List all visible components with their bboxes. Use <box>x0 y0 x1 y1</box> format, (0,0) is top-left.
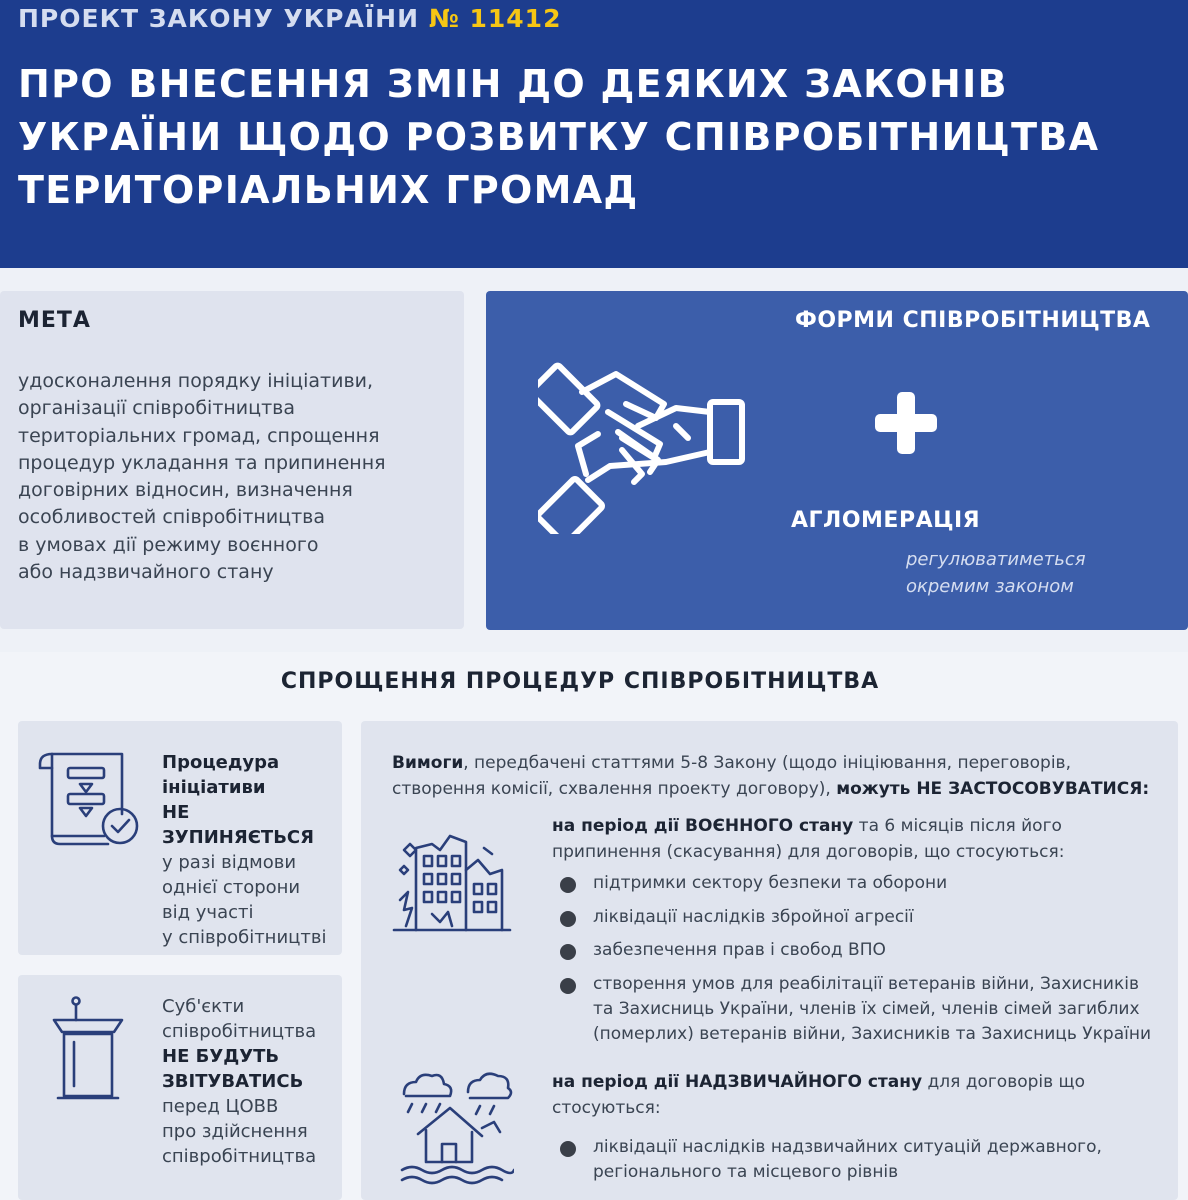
bullet-icon <box>560 944 576 960</box>
bill-number: № 11412 <box>428 4 562 33</box>
bill-title: ПРО ВНЕСЕННЯ ЗМІН ДО ДЕЯКИХ ЗАКОНІВ УКРАЇНИ ЩОДО РОЗВИТКУ СПІВРОБІТНИЦТВА ТЕРИТОРІАЛЬНИХ ГРОМАД <box>18 62 1100 212</box>
ruined-building-icon <box>392 830 512 934</box>
goal-line: особливостей співробітництва <box>18 506 326 529</box>
initiative-line: однієї сторони <box>162 877 301 898</box>
war-period-text <box>552 813 1162 865</box>
requirements-lead: Вимоги <box>392 753 464 773</box>
agglomeration-note-line: регулюватиметься <box>906 549 1086 570</box>
plus-icon <box>873 390 939 456</box>
initiative-line: НЕ ЗУПИНЯЄТЬСЯ <box>162 802 314 848</box>
war-item-text: створення умов для реабілітації ветеранів війни, Захисників та Захисниць України, членів їх сімей, членів сімей загиблих (померлих) ветеранів війни, Захисників та Захисниць України <box>593 973 1152 1044</box>
header-banner <box>0 0 1188 268</box>
list-item <box>560 871 1160 896</box>
emergency-item-text: ліквідації наслідків надзвичайних ситуацій державного, регіонального та місцевого рівнів <box>593 1137 1102 1182</box>
war-items-list <box>560 871 1160 1055</box>
reporting-line: НЕ БУДУТЬ <box>162 1046 280 1067</box>
emergency-period-bold: на період дії НАДЗВИЧАЙНОГО стану <box>552 1072 923 1092</box>
cooperation-forms-heading: ФОРМИ СПІВРОБІТНИЦТВА <box>795 308 1151 333</box>
requirements-tail: можуть НЕ ЗАСТОСОВУВАТИСЯ: <box>836 779 1150 799</box>
goal-line: удосконалення порядку ініціативи, <box>18 370 374 392</box>
reporting-line: співробітництва <box>162 1146 317 1167</box>
goal-line: організації співробітництва <box>18 397 295 420</box>
emergency-period-rest: для договорів що стосуються: <box>552 1072 1085 1118</box>
list-item <box>560 905 1160 930</box>
war-item-text: забезпечення прав і свобод ВПО <box>593 940 886 960</box>
agglomeration-label: АГЛОМЕРАЦІЯ <box>791 508 981 533</box>
podium-icon <box>50 996 126 1106</box>
war-period-rest: та 6 місяців після його припинення (скасування) для договорів, що стосуються: <box>552 816 1065 862</box>
emergency-items-list <box>560 1135 1160 1185</box>
agglomeration-note-line: окремим законом <box>906 576 1074 597</box>
goal-line: процедур укладання та припинення <box>18 451 386 474</box>
requirements-intro <box>392 750 1167 802</box>
bill-kicker-prefix: ПРОЕКТ ЗАКОНУ УКРАЇНИ <box>18 4 419 33</box>
agglomeration-note <box>906 546 1086 600</box>
war-item-text: підтримки сектору безпеки та оборони <box>593 873 948 893</box>
goal-line: в умовах дії режиму воєнного <box>18 533 319 556</box>
initiative-text <box>162 750 340 950</box>
reporting-text <box>162 994 340 1169</box>
initiative-line: у разі відмови <box>162 852 297 873</box>
handshake-icon <box>538 334 748 534</box>
emergency-period-text <box>552 1069 1162 1121</box>
initiative-line: Процедура <box>162 752 280 773</box>
list-item <box>560 1135 1160 1185</box>
goal-line: територіальних громад, спрощення <box>18 424 380 447</box>
document-check-icon <box>36 750 140 850</box>
initiative-line: у співробітництві <box>162 927 327 948</box>
reporting-line: Суб'єкти <box>162 996 245 1017</box>
list-item <box>560 972 1160 1047</box>
war-item-text: ліквідації наслідків збройної агресії <box>593 906 914 927</box>
initiative-line: від участі <box>162 902 254 923</box>
reporting-line: про здійснення <box>162 1121 308 1142</box>
bullet-icon <box>560 911 576 927</box>
requirements-middle: , передбачені статтями 5-8 Закону (щодо ініціювання, переговорів, створення комісії, схвалення проекту договору), <box>392 753 1071 799</box>
goal-text <box>18 368 448 586</box>
bullet-icon <box>560 978 576 994</box>
simplification-heading: СПРОЩЕННЯ ПРОЦЕДУР СПІВРОБІТНИЦТВА <box>280 669 880 694</box>
goal-line: договірних відносин, визначення <box>18 479 353 502</box>
goal-line: або надзвичайного стану <box>18 561 274 584</box>
reporting-line: співробітництва <box>162 1021 317 1042</box>
bill-kicker <box>18 4 561 33</box>
bullet-icon <box>560 1141 576 1157</box>
list-item <box>560 938 1160 963</box>
flood-disaster-icon <box>398 1070 514 1186</box>
reporting-line: перед ЦОВВ <box>162 1096 279 1117</box>
goal-heading: МЕТА <box>18 308 91 333</box>
bullet-icon <box>560 877 576 893</box>
initiative-line: ініціативи <box>162 777 266 798</box>
reporting-line: ЗВІТУВАТИСЬ <box>162 1071 304 1092</box>
war-period-bold: на період дії ВОЄННОГО стану <box>552 816 854 836</box>
